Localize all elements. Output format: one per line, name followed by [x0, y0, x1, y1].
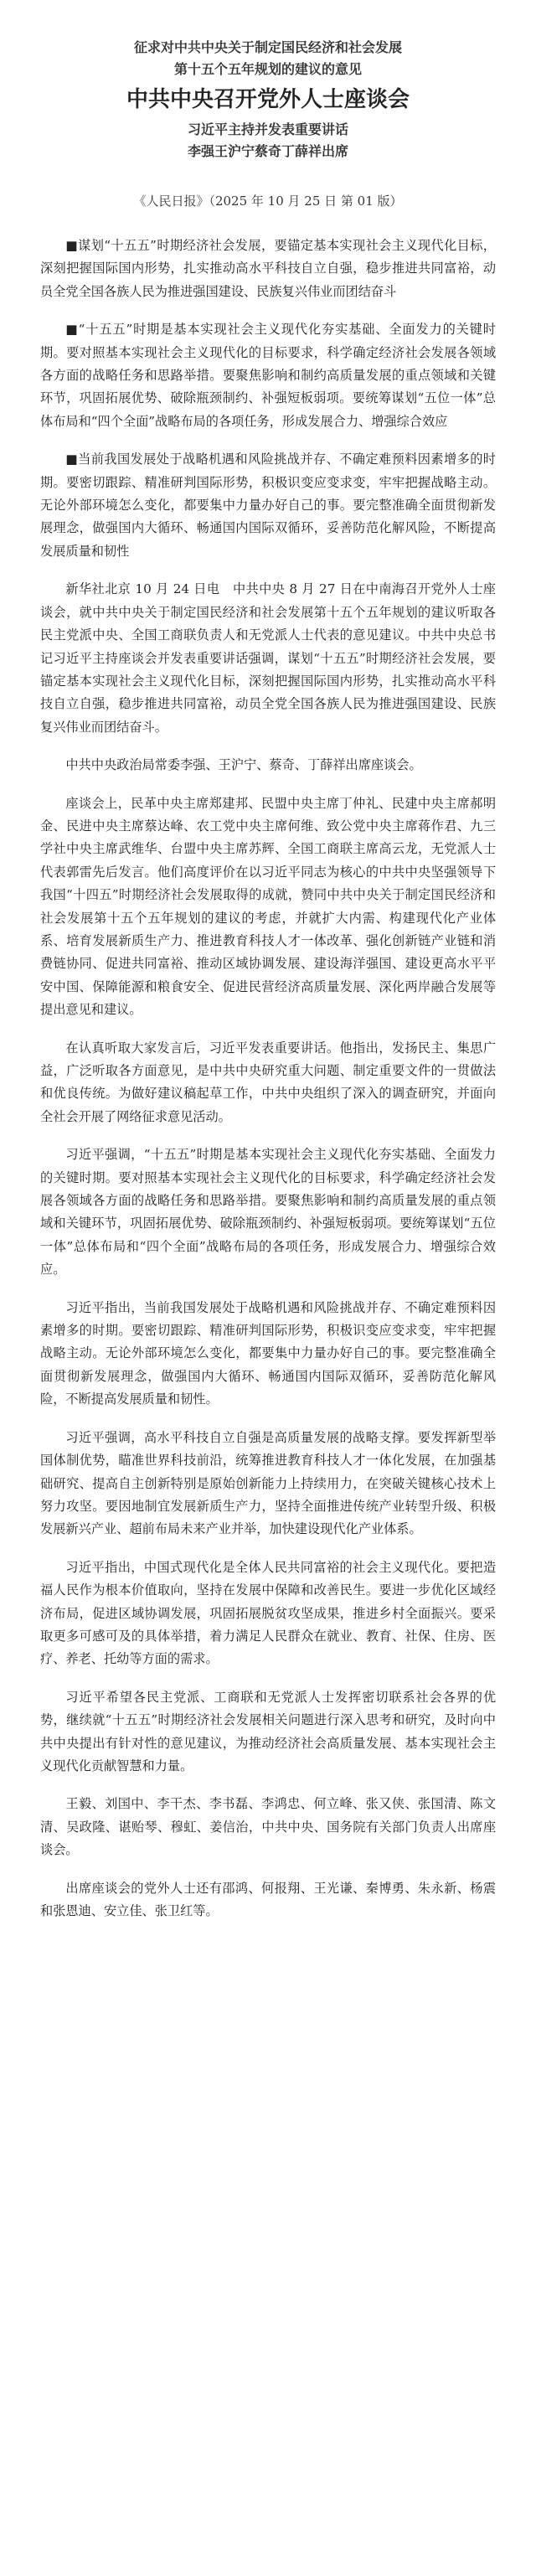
body-paragraph: 出席座谈会的党外人士还有邵鸿、何报翔、王光谦、秦博勇、朱永新、杨震和张恩迪、安立佳、张卫红等。	[40, 1880, 496, 1918]
page-title: 中共中央召开党外人士座谈会	[126, 87, 410, 112]
body-paragraph: 习近平强调，“十五五”时期是基本实现社会主义现代化夯实基础、全面发力的关键时期。要对照基本实现社会主义现代化的目标要求，科学确定经济社会发展各领域各方面的战略任务和思路举措。要聚焦影响和制约高质量发展的重点领域和关键环节，巩固拓展优势、破除瓶颈制约、补强短板弱项。要统筹谋划“五位一体”总体布局和“四个全面”战略布局的各项任务，形成发展合力、增强综合效应。	[40, 1147, 496, 1278]
body-paragraph: 中共中央政治局常委李强、王沪宁、蔡奇、丁薛祥出席座谈会。	[65, 757, 422, 773]
article-body	[40, 235, 496, 1923]
summary-paragraph: ■“十五五”时期是基本实现社会主义现代化夯实基础、全面发力的关键时期。要对照基本实现社会主义现代化的目标要求，科学确定经济社会发展各领域各方面的战略任务和思路举措。要聚焦影响和制约高质量发展的重点领域和关键环节，巩固拓展优势、破除瓶颈制约、补强短板弱项。要统筹谋划“五位一体”总体布局和“四个全面”战略布局的各项任务，形成发展合力、增强综合效应	[40, 322, 496, 429]
kicker-line-2: 第十五个五年规划的建议的意见	[173, 61, 362, 77]
body-paragraph: 习近平指出，中国式现代化是全体人民共同富裕的社会主义现代化。要把造福人民作为根本价值取向，坚持在发展中保障和改善民生。要进一步优化区域经济布局，促进区域协调发展，巩固拓展脱贫攻坚成果，推进乡村全面振兴。要采取更多可感可及的具体举措，着力满足人民群众在就业、教育、社保、住房、医疗、养老、托幼等方面的需求。	[40, 1559, 496, 1667]
body-paragraph: 在认真听取大家发言后，习近平发表重要讲话。他指出，发扬民主、集思广益，广泛听取各方面意见，是中共中央研究重大问题、制定重要文件的一贯做法和优良传统。为做好建议稿起草工作，中共中央组织了深入的调查研究，并面向全社会开展了网络征求意见活动。	[40, 1040, 496, 1124]
body-paragraph: 王毅、刘国中、李干杰、李书磊、李鸿忠、何立峰、张又侠、张国清、陈文清、吴政隆、谌贻琴、穆虹、姜信治，中共中央、国务院有关部门负责人出席座谈会。	[40, 1796, 496, 1858]
body-paragraph: 习近平强调，高水平科技自立自强是高质量发展的战略支撑。要发挥新型举国体制优势，瞄准世界科技前沿，统筹推进教育科技人才一体化发展，在加强基础研究、提高自主创新特别是原始创新能力上持续用力，在突破关键核心技术上努力攻坚。要因地制宜发展新质生产力，坚持全面推进传统产业转型升级、积极发展新兴产业、超前布局未来产业并举，加快建设现代化产业体系。	[40, 1429, 496, 1537]
source-citation: 《人民日报》（2025 年 10 月 25 日 第 01 版）	[133, 194, 403, 209]
body-paragraph: 座谈会上，民革中央主席郑建邦、民盟中央主席丁仲礼、民建中央主席郝明金、民进中央主席蔡达峰、农工党中央主席何维、致公党中央主席蒋作君、九三学社中央主席武维华、台盟中央主席苏辉、全国工商联主席高云龙，无党派人士代表郭雷先后发言。他们高度评价在以习近平同志为核心的中共中央坚强领导下我国“十四五”时期经济社会发展取得的成就，赞同中共中央关于制定国民经济和社会发展第十五个五年规划的建议的考虑，并就扩大内需、构建现代化产业体系、培育发展新质生产力、推进教育科技人才一体改革、强化创新链产业链和消费链协同、促进共同富裕、推动区域协调发展、建设海洋强国、建设更高水平平安中国、保障能源和粮食安全、促进民营经济高质量发展、深化两岸融合发展等提出意见和建议。	[40, 795, 496, 1018]
summary-paragraph: ■谋划“十五五”时期经济社会发展，要锚定基本实现社会主义现代化目标，深刻把握国际国内形势，扎实推动高水平科技自立自强，稳步推进共同富裕，动员全党全国各族人民为推进强国建设、民族复兴伟业而团结奋斗	[40, 238, 496, 299]
body-paragraph: 新华社北京 10 月 24 日电 中共中央 8 月 27 日在中南海召开党外人士座谈会，就中共中央关于制定国民经济和社会发展第十五个五年规划的建议听取各民主党派中央、全国工商联负责人和无党派人士代表的意见建议。中共中央总书记习近平主持座谈会并发表重要讲话强调，谋划“十五五”时期经济社会发展，要锚定基本实现社会主义现代化目标，深刻把握国际国内形势，扎实推动高水平科技自立自强，稳步推进共同富裕，动员全党全国各族人民为推进强国建设、民族复兴伟业而团结奋斗。	[40, 581, 496, 735]
body-paragraph: 习近平指出，当前我国发展处于战略机遇和风险挑战并存、不确定难预料因素增多的时期。要密切跟踪、精准研判国际形势，积极识变应变求变，牢牢把握战略主动。无论外部环境怎么变化，都要集中力量办好自己的事。要完整准确全面贯彻新发展理念，做强国内大循环、畅通国内国际双循环，妥善防范化解风险，不断提高发展质量和韧性。	[40, 1299, 496, 1407]
headline-block	[40, 37, 496, 163]
subtitle-line-1: 习近平主持并发表重要讲话	[187, 121, 348, 137]
summary-paragraph: ■当前我国发展处于战略机遇和风险挑战并存、不确定难预料因素增多的时期。要密切跟踪、精准研判国际形势，积极识变应变求变，牢牢把握战略主动。无论外部环境怎么变化，都要集中力量办好自己的事。要完整准确全面贯彻新发展理念，做强国内大循环、畅通国内国际双循环，妥善防范化解风险，不断提高发展质量和韧性	[40, 452, 496, 559]
kicker-line-1: 征求对中共中央关于制定国民经济和社会发展	[133, 39, 402, 55]
body-paragraph: 习近平希望各民主党派、工商联和无党派人士发挥密切联系社会各界的优势，继续就“十五五”时期经济社会发展相关问题进行深入思考和研究，及时向中共中央提出有针对性的意见建议，为推动经济社会高质量发展、基本实现社会主义现代化贡献智慧和力量。	[40, 1689, 496, 1773]
subtitle-line-2: 李强王沪宁蔡奇丁薛祥出席	[187, 143, 348, 159]
